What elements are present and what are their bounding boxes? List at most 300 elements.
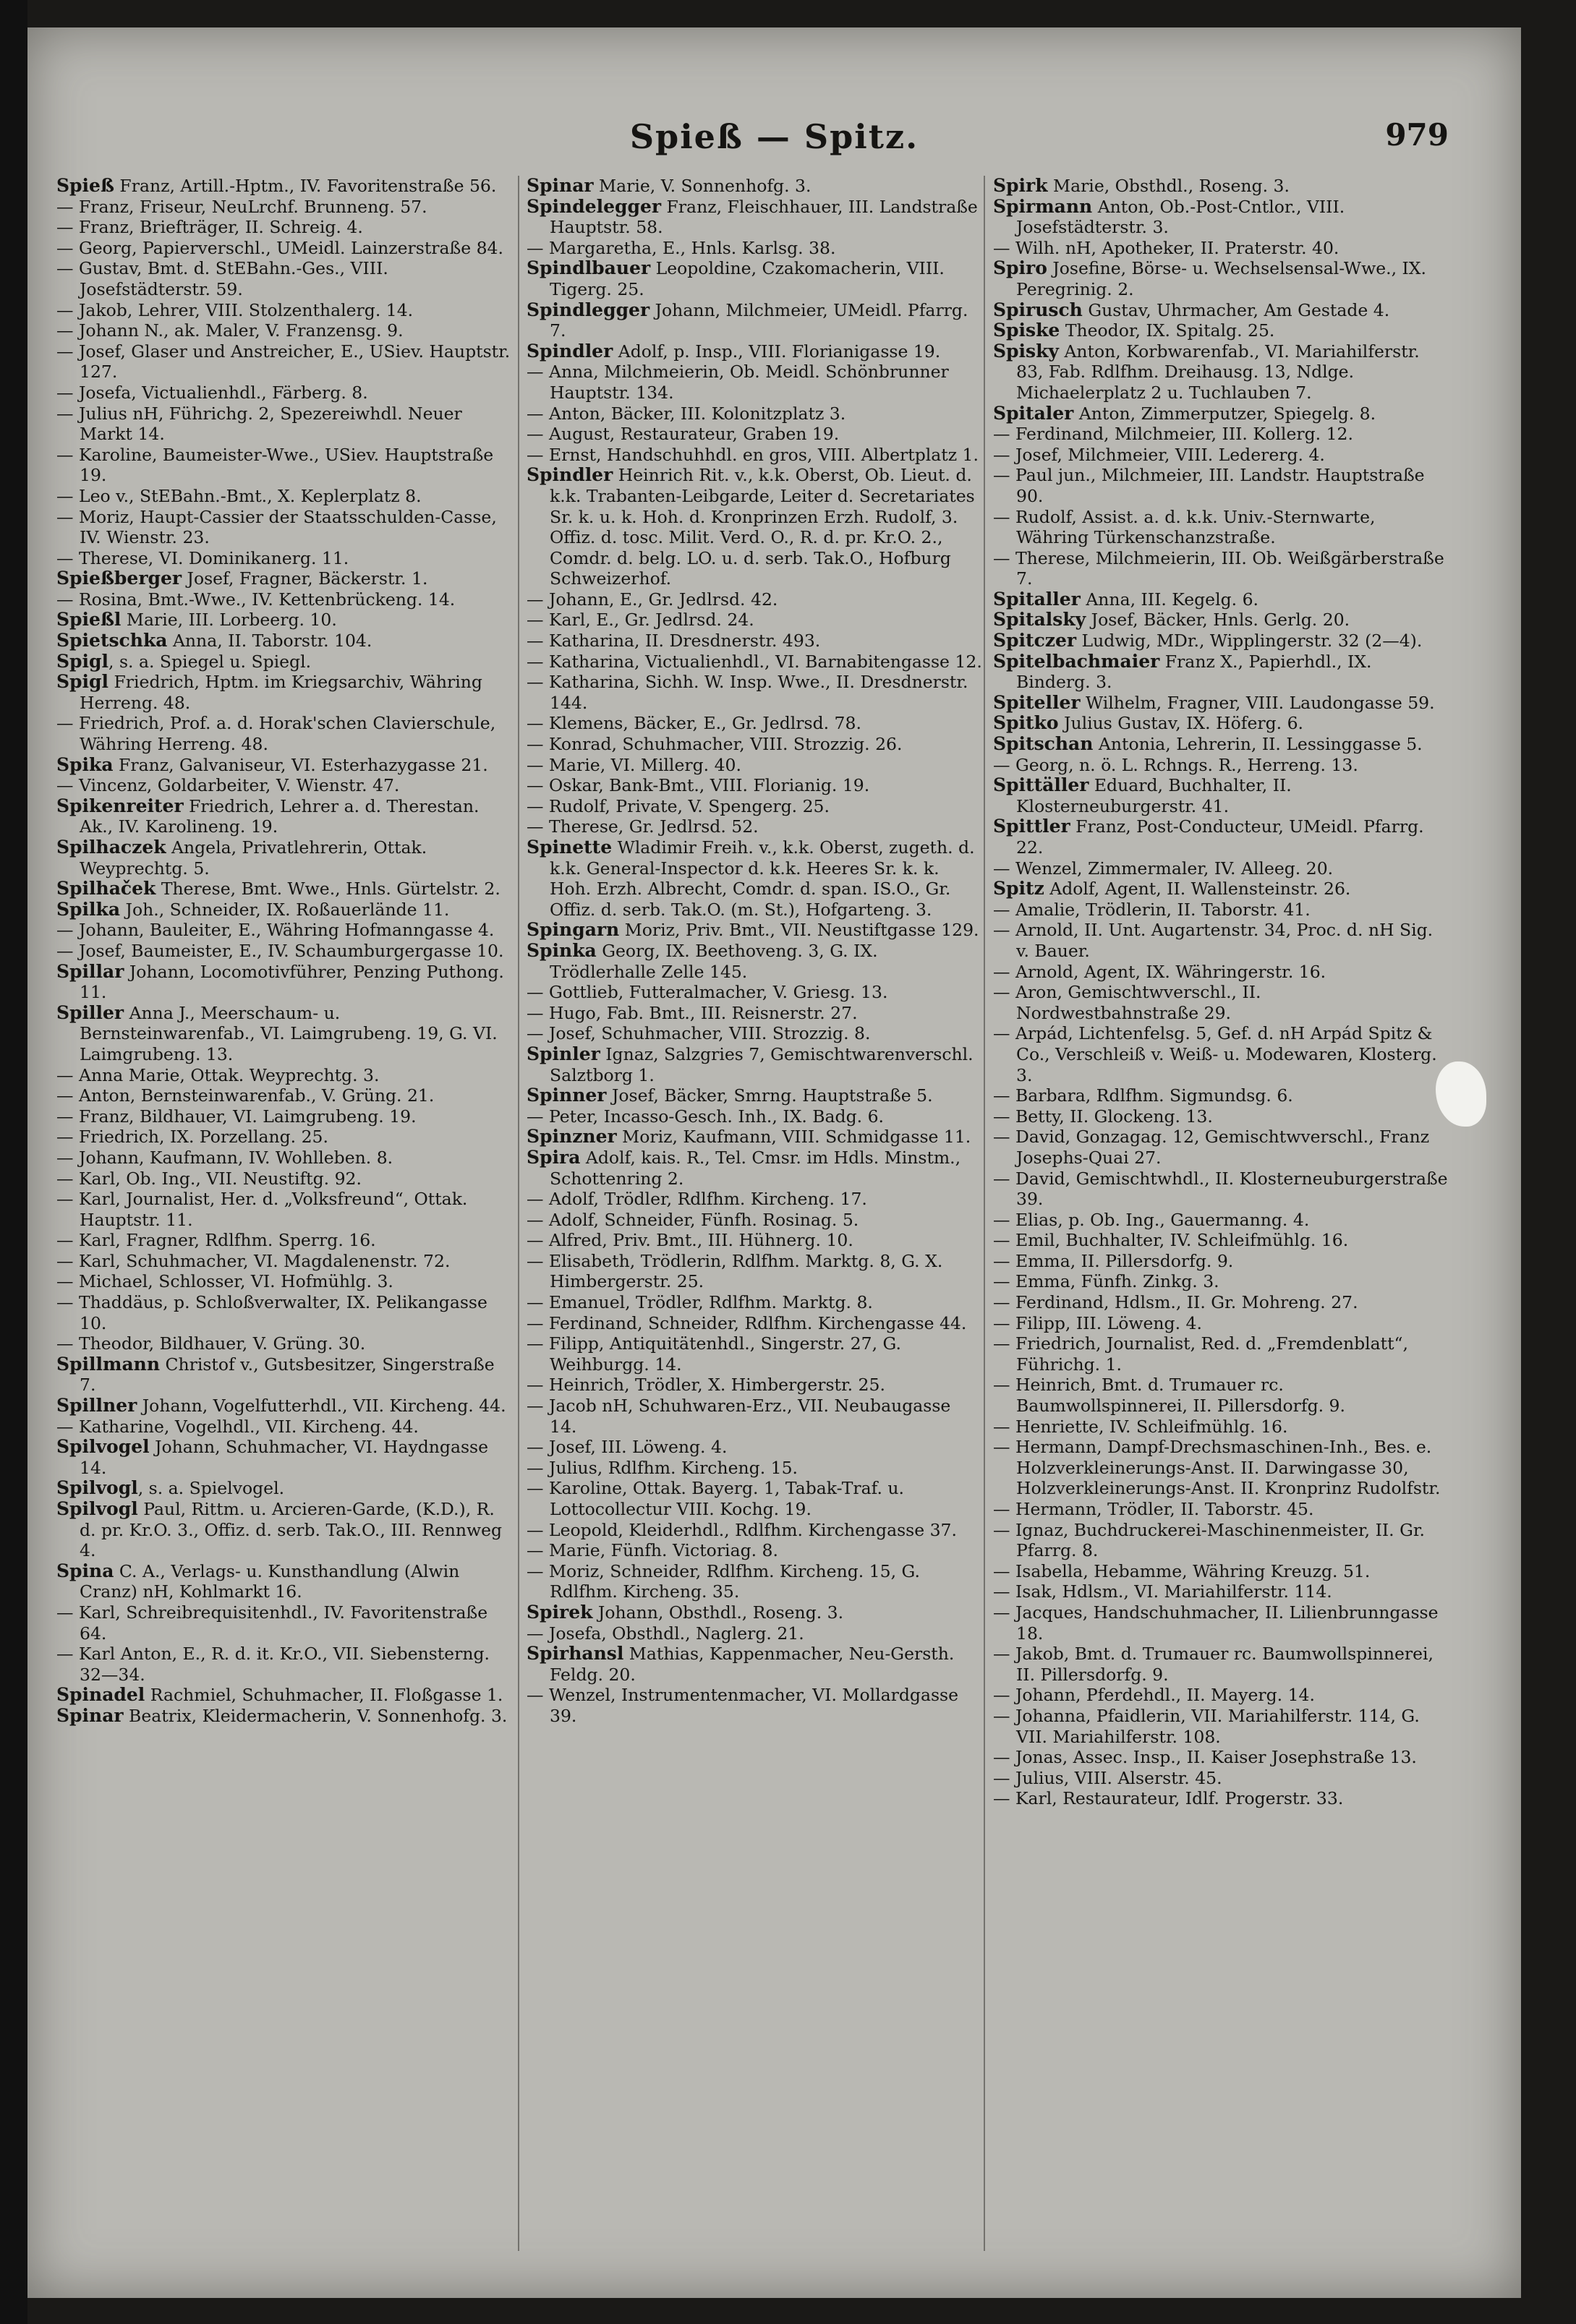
entry-details: Christof v., Gutsbesitzer, Singerstraße 7. bbox=[80, 1354, 495, 1396]
entry-surname: Spitz bbox=[993, 879, 1044, 900]
directory-entry bbox=[993, 403, 1449, 424]
entry-details: — Franz, Briefträger, II. Schreig. 4. bbox=[56, 217, 363, 238]
entry-details: — Filipp, Antiquitätenhdl., Singerstr. 27, G. Weihburgg. 14. bbox=[527, 1333, 901, 1375]
directory-entry bbox=[993, 176, 1449, 197]
directory-entry bbox=[56, 320, 512, 341]
entry-details: Angela, Privatlehrerin, Ottak. Weyprechtg. 5. bbox=[80, 837, 427, 879]
entry-details: Marie, Obsthdl., Roseng. 3. bbox=[1047, 176, 1290, 196]
entry-surname: Spindlbauer bbox=[527, 258, 651, 279]
directory-entry bbox=[527, 652, 982, 672]
directory-entry bbox=[993, 610, 1449, 631]
directory-entry bbox=[993, 300, 1449, 321]
entry-details: Beatrix, Kleidermacherin, V. Sonnenhofg. 3. bbox=[123, 1705, 508, 1726]
entry-details: Ignaz, Salzgries 7, Gemischtwarenverschl. Salztborg 1. bbox=[550, 1043, 974, 1085]
entry-details: — Rosina, Bmt.-Wwe., IV. Kettenbrückeng. 14. bbox=[56, 589, 456, 610]
directory-entry bbox=[993, 1581, 1449, 1602]
directory-entry bbox=[527, 1044, 982, 1085]
entry-details: — Katharina, II. Dresdnerstr. 493. bbox=[527, 631, 821, 652]
directory-entry bbox=[527, 816, 982, 837]
entry-details: — Josef, Baumeister, E., IV. Schaumburgergasse 10. bbox=[56, 940, 504, 961]
entry-details: — David, Gemischtwhdl., II. Klosterneuburgerstraße 39. bbox=[993, 1168, 1448, 1210]
entry-details: — Heinrich, Bmt. d. Trumauer rc. Baumwollspinnerei, II. Pillersdorfg. 9. bbox=[993, 1375, 1345, 1417]
directory-entry bbox=[993, 1602, 1449, 1644]
directory-entry bbox=[527, 713, 982, 734]
directory-entry bbox=[993, 652, 1449, 693]
directory-entry bbox=[527, 300, 982, 341]
directory-entry bbox=[993, 1417, 1449, 1437]
entry-details: — Josef, Schuhmacher, VIII. Strozzig. 8. bbox=[527, 1023, 871, 1044]
entry-details: — Konrad, Schuhmacher, VIII. Strozzig. 26. bbox=[527, 734, 903, 755]
directory-entry bbox=[993, 1520, 1449, 1561]
directory-entry bbox=[993, 920, 1449, 961]
directory-entry bbox=[993, 258, 1449, 299]
directory-entry bbox=[56, 1230, 512, 1251]
entry-details: Adolf, p. Insp., VIII. Florianigasse 19. bbox=[613, 341, 941, 362]
directory-entry bbox=[993, 816, 1449, 858]
entry-details: — Moriz, Haupt-Cassier der Staatsschulden-Casse, IV. Wienstr. 23. bbox=[56, 506, 497, 548]
directory-entry bbox=[56, 1602, 512, 1644]
entry-details: — Arpád, Lichtenfelsg. 5, Gef. d. nH Arpád Spitz & Co., Verschleiß v. Weiß- u. Modewaren, Klosterg. 3. bbox=[993, 1023, 1437, 1085]
entry-surname: Spietschka bbox=[56, 631, 168, 652]
entry-details: — Anton, Bäcker, III. Kolonitzplatz 3. bbox=[527, 403, 846, 424]
entry-details: Johann, Obsthdl., Roseng. 3. bbox=[592, 1602, 844, 1623]
entry-details: Josef, Bäcker, Hnls. Gerlg. 20. bbox=[1086, 610, 1350, 631]
directory-entry bbox=[993, 1333, 1449, 1375]
entry-surname: Spinka bbox=[527, 940, 597, 961]
directory-entry bbox=[56, 1003, 512, 1065]
entry-surname: Spiro bbox=[993, 258, 1047, 279]
entry-details: — Anna, Milchmeierin, Ob. Meidl. Schönbrunner Hauptstr. 134. bbox=[527, 362, 949, 403]
scan-dark-edge bbox=[0, 0, 27, 2324]
entry-details: — Josef, Glaser und Anstreicher, E., USiev. Hauptstr. 127. bbox=[56, 341, 511, 383]
entry-details: — Gottlieb, Futteralmacher, V. Griesg. 13. bbox=[527, 982, 888, 1003]
directory-entry bbox=[527, 403, 982, 424]
directory-entry bbox=[56, 652, 512, 672]
entry-surname: Spirek bbox=[527, 1602, 593, 1623]
entry-details: Adolf, kais. R., Tel. Cmsr. im Hdls. Minstm., Schottenring 2. bbox=[550, 1147, 961, 1189]
directory-entry bbox=[56, 1333, 512, 1354]
entry-details: — Karl, Fragner, Rdlfhm. Sperrg. 16. bbox=[56, 1230, 376, 1251]
directory-entry bbox=[993, 197, 1449, 238]
entry-details: — Jakob, Lehrer, VIII. Stolzenthalerg. 14. bbox=[56, 299, 414, 320]
entry-details: — Hugo, Fab. Bmt., III. Reisnerstr. 27. bbox=[527, 1002, 858, 1023]
entry-details: — Jacob nH, Schuhwaren-Erz., VII. Neubaugasse 14. bbox=[527, 1396, 951, 1437]
entry-details: — Hermann, Trödler, II. Taborstr. 45. bbox=[993, 1499, 1314, 1519]
directory-entry bbox=[993, 631, 1449, 652]
entry-details: — Ferdinand, Hdlsm., II. Gr. Mohreng. 27. bbox=[993, 1292, 1358, 1313]
entry-surname: Spillmann bbox=[56, 1354, 161, 1375]
directory-entry bbox=[56, 941, 512, 962]
directory-entry bbox=[993, 341, 1449, 403]
directory-entry bbox=[993, 1251, 1449, 1272]
directory-entry bbox=[56, 900, 512, 920]
directory-entry bbox=[993, 1644, 1449, 1685]
entry-details: — Ernst, Handschuhhdl. en gros, VIII. Albertplatz 1. bbox=[527, 444, 979, 465]
entry-details: — Friedrich, Journalist, Red. d. „Fremdenblatt“, Führichg. 1. bbox=[993, 1333, 1409, 1375]
entry-details: Moriz, Kaufmann, VIII. Schmidgasse 11. bbox=[616, 1127, 971, 1148]
entry-details: — Josefa, Victualienhdl., Färberg. 8. bbox=[56, 382, 368, 403]
entry-details: Johann, Schuhmacher, VI. Haydngasse 14. bbox=[80, 1437, 489, 1478]
entry-details: Ludwig, MDr., Wipplingerstr. 32 (2—4). bbox=[1076, 631, 1423, 652]
entry-details: Friedrich, Lehrer a. d. Therestan. Ak., IV. Karolineng. 19. bbox=[80, 795, 480, 837]
directory-entry bbox=[56, 300, 512, 321]
entry-surname: Spießl bbox=[56, 610, 122, 631]
entry-surname: Spitko bbox=[993, 713, 1059, 734]
entry-details: — Karl, Schuhmacher, VI. Magdalenenstr. 72. bbox=[56, 1250, 451, 1271]
entry-details: — Alfred, Priv. Bmt., III. Hühnerg. 10. bbox=[527, 1230, 853, 1251]
directory-entry bbox=[527, 796, 982, 817]
entry-details: — Leo v., StEBahn.-Bmt., X. Keplerplatz 8. bbox=[56, 485, 422, 506]
directory-entry bbox=[527, 1023, 982, 1044]
entry-surname: Spindlegger bbox=[527, 299, 650, 320]
directory-entry bbox=[527, 1520, 982, 1541]
entry-details: Franz, Galvaniseur, VI. Esterhazygasse 21. bbox=[113, 754, 488, 775]
directory-entry bbox=[56, 1499, 512, 1561]
entry-surname: Spillar bbox=[56, 961, 124, 982]
entry-details: — Katharina, Sichh. W. Insp. Wwe., II. Dresdnerstr. 144. bbox=[527, 672, 968, 713]
entry-details: — Peter, Incasso-Gesch. Inh., IX. Badg. 6. bbox=[527, 1106, 884, 1127]
entry-surname: Spinzner bbox=[527, 1127, 617, 1148]
entry-details: — David, Gonzagag. 12, Gemischtwverschl., Franz Josephs-Quai 27. bbox=[993, 1127, 1430, 1168]
directory-entry bbox=[56, 383, 512, 403]
entry-details: Anna, II. Taborstr. 104. bbox=[167, 631, 372, 652]
directory-entry bbox=[56, 1148, 512, 1169]
entry-surname: Spießberger bbox=[56, 568, 182, 589]
directory-entry bbox=[527, 1561, 982, 1602]
entry-details: — Ferdinand, Schneider, Rdlfhm. Kirchengasse 44. bbox=[527, 1312, 967, 1333]
directory-entry bbox=[993, 1230, 1449, 1251]
entry-details: Josef, Bäcker, Smrng. Hauptstraße 5. bbox=[606, 1085, 933, 1106]
directory-entry bbox=[56, 548, 512, 569]
entry-details: Adolf, Agent, II. Wallensteinstr. 26. bbox=[1044, 879, 1351, 900]
directory-entry bbox=[993, 1023, 1449, 1085]
directory-entry bbox=[993, 713, 1449, 734]
directory-entry bbox=[993, 465, 1449, 506]
entry-details: Georg, IX. Beethoveng. 3, G. IX. Trödlerhalle Zelle 145. bbox=[550, 940, 878, 982]
entry-details: — Oskar, Bank-Bmt., VIII. Florianig. 19. bbox=[527, 775, 870, 796]
entry-details: — Johann, Bauleiter, E., Währing Hofmanngasse 4. bbox=[56, 920, 495, 941]
entry-details: Heinrich Rit. v., k.k. Oberst, Ob. Lieut. d. k.k. Trabanten-Leibgarde, Leiter d. Secretariates Sr. k. u. k. Hoh. d. Kronprinzen Erzh. Rudolf, 3. Offiz. d. tosc. Milit. Verd. O., R. d. pr. Kr.O. 2., Comdr. d. belg. LO. u. d. serb. Tak.O., Hofburg Schweizerhof. bbox=[550, 465, 975, 589]
directory-entry bbox=[993, 1561, 1449, 1582]
directory-entry bbox=[56, 176, 512, 197]
directory-entry bbox=[993, 507, 1449, 548]
entry-details: — Franz, Bildhauer, VI. Laimgrubeng. 19. bbox=[56, 1106, 417, 1127]
directory-entry bbox=[993, 1127, 1449, 1168]
directory-entry bbox=[527, 1540, 982, 1561]
entry-surname: Spilvogel bbox=[56, 1437, 150, 1458]
entry-surname: Spitelbachmaier bbox=[993, 651, 1160, 672]
entry-details: — Julius, Rdlfhm. Kircheng. 15. bbox=[527, 1457, 798, 1478]
entry-details: Therese, Bmt. Wwe., Hnls. Gürtelstr. 2. bbox=[156, 879, 501, 900]
directory-entry bbox=[527, 941, 982, 982]
entry-surname: Spitalsky bbox=[993, 610, 1086, 631]
directory-entry bbox=[527, 424, 982, 445]
directory-entry bbox=[56, 1065, 512, 1086]
entry-details: Leopoldine, Czakomacherin, VIII. Tigerg. 25. bbox=[550, 258, 945, 299]
entry-details: — Marie, VI. Millerg. 40. bbox=[527, 754, 741, 775]
entry-details: , s. a. Spiegel u. Spiegl. bbox=[108, 651, 312, 672]
entry-details: — Thaddäus, p. Schloßverwalter, IX. Pelikangasse 10. bbox=[56, 1292, 487, 1333]
entry-details: Johann, Vogelfutterhdl., VII. Kircheng. 44. bbox=[137, 1396, 506, 1417]
entry-details: — Emma, Fünfh. Zinkg. 3. bbox=[993, 1271, 1219, 1292]
entry-details: — Josefa, Obsthdl., Naglerg. 21. bbox=[527, 1623, 804, 1644]
entry-details: — Therese, VI. Dominikanerg. 11. bbox=[56, 547, 349, 568]
entry-details: — Karoline, Ottak. Bayerg. 1, Tabak-Traf. u. Lottocollectur VIII. Kochg. 19. bbox=[527, 1478, 905, 1519]
directory-entry bbox=[527, 1458, 982, 1479]
entry-details: Anton, Korbwarenfab., VI. Mariahilferstr. 83, Fab. Rdlfhm. Dreihausg. 13, Ndlge. Michaelerplatz 2 u. Tuchlauben 7. bbox=[1016, 341, 1420, 403]
entry-details: Anna J., Meerschaum- u. Bernsteinwarenfab., VI. Laimgrubeng. 19, G. VI. Laimgrubeng. 13. bbox=[80, 1002, 498, 1064]
entry-details: — Friedrich, IX. Porzellang. 25. bbox=[56, 1127, 328, 1148]
directory-entry bbox=[527, 176, 982, 197]
directory-entry bbox=[56, 879, 512, 900]
entry-surname: Spinadel bbox=[56, 1685, 145, 1706]
entry-surname: Spilvogl bbox=[56, 1499, 138, 1519]
entry-surname: Spillner bbox=[56, 1396, 137, 1417]
entry-surname: Spina bbox=[56, 1560, 114, 1581]
entry-details: — Adolf, Schneider, Fünfh. Rosinag. 5. bbox=[527, 1209, 859, 1230]
directory-page bbox=[27, 27, 1521, 2298]
entry-surname: Spinler bbox=[527, 1043, 600, 1064]
directory-entry bbox=[527, 1602, 982, 1623]
directory-entry bbox=[993, 1768, 1449, 1789]
column-divider bbox=[984, 176, 985, 2251]
entry-details: — Johann, E., Gr. Jedlrsd. 42. bbox=[527, 589, 778, 610]
entry-details: — Georg, Papierverschl., UMeidl. Lainzerstraße 84. bbox=[56, 237, 503, 258]
directory-entry bbox=[527, 238, 982, 259]
entry-details: — Katharina, Victualienhdl., VI. Barnabitengasse 12. bbox=[527, 651, 982, 672]
directory-entry bbox=[527, 1375, 982, 1396]
entry-details: — Emanuel, Trödler, Rdlfhm. Marktg. 8. bbox=[527, 1292, 873, 1313]
entry-details: — Jakob, Bmt. d. Trumauer rc. Baumwollspinnerei, II. Pillersdorfg. 9. bbox=[993, 1644, 1434, 1685]
directory-entry bbox=[993, 1685, 1449, 1706]
directory-entry bbox=[527, 1313, 982, 1334]
directory-entry bbox=[56, 1189, 512, 1230]
entry-details: Josefine, Börse- u. Wechselsensal-Wwe., IX. Peregrinig. 2. bbox=[1016, 258, 1426, 299]
directory-entry bbox=[527, 1085, 982, 1106]
directory-entry bbox=[527, 755, 982, 776]
entry-surname: Spinette bbox=[527, 837, 613, 858]
directory-entry bbox=[56, 962, 512, 1003]
entry-surname: Spitschan bbox=[993, 734, 1094, 755]
entry-details: — Arnold, II. Unt. Augartenstr. 34, Proc. d. nH Sig. v. Bauer. bbox=[993, 920, 1434, 961]
directory-entry bbox=[527, 362, 982, 403]
column-3 bbox=[993, 176, 1449, 2258]
entry-details: — Georg, n. ö. L. Rchngs. R., Herreng. 13. bbox=[993, 754, 1358, 775]
entry-details: — Josef, Milchmeier, VIII. Ledererg. 4. bbox=[993, 444, 1325, 465]
entry-surname: Spisky bbox=[993, 341, 1059, 362]
entry-surname: Spieß bbox=[56, 176, 114, 196]
entry-details: Friedrich, Hptm. im Kriegsarchiv, Währing Herreng. 48. bbox=[80, 672, 482, 713]
directory-entry bbox=[56, 672, 512, 713]
entry-details: — Emil, Buchhalter, IV. Schleifmühlg. 16. bbox=[993, 1230, 1349, 1251]
entry-details: — Friedrich, Prof. a. d. Horak'schen Clavierschule, Währing Herreng. 48. bbox=[56, 713, 496, 755]
entry-details: — Vincenz, Goldarbeiter, V. Wienstr. 47. bbox=[56, 775, 400, 796]
entry-details: C. A., Verlags- u. Kunsthandlung (Alwin Cranz) nH, Kohlmarkt 16. bbox=[80, 1560, 460, 1602]
entry-details: Franz, Artill.-Hptm., IV. Favoritenstraße 56. bbox=[114, 176, 497, 196]
directory-entry bbox=[56, 1085, 512, 1106]
directory-entry bbox=[527, 837, 982, 920]
directory-entry bbox=[56, 775, 512, 796]
entry-details: — Julius, VIII. Alserstr. 45. bbox=[993, 1767, 1222, 1788]
entry-details: — August, Restaurateur, Graben 19. bbox=[527, 424, 840, 445]
entry-details: — Jonas, Assec. Insp., II. Kaiser Josephstraße 13. bbox=[993, 1747, 1417, 1768]
directory-entry bbox=[56, 1106, 512, 1127]
entry-details: — Johann, Kaufmann, IV. Wohlleben. 8. bbox=[56, 1147, 393, 1168]
directory-entry bbox=[527, 258, 982, 299]
directory-entry bbox=[993, 1106, 1449, 1127]
directory-entry bbox=[527, 920, 982, 941]
directory-entry bbox=[56, 445, 512, 486]
directory-entry bbox=[56, 507, 512, 548]
entry-details: Antonia, Lehrerin, II. Lessinggasse 5. bbox=[1093, 734, 1423, 755]
directory-entry bbox=[993, 1085, 1449, 1106]
entry-surname: Spigl bbox=[56, 651, 109, 672]
directory-entry bbox=[527, 1003, 982, 1024]
entry-surname: Spilhaček bbox=[56, 879, 156, 900]
directory-entry bbox=[993, 879, 1449, 900]
entry-surname: Spilka bbox=[56, 899, 121, 920]
entry-details: — Hermann, Dampf-Drechsmaschinen-Inh., Bes. e. Holzverkleinerungs-Anst. II. Darwingasse 30, Holzverkleinerungs-Anst. II. Kronprinz Rudolfstr. bbox=[993, 1437, 1441, 1499]
entry-surname: Spiller bbox=[56, 1002, 124, 1023]
entry-surname: Spindler bbox=[527, 341, 613, 362]
entry-details: — Therese, Milchmeierin, III. Ob. Weißgärberstraße 7. bbox=[993, 547, 1444, 589]
page-header bbox=[27, 97, 1521, 184]
entry-details: Eduard, Buchhalter, II. Klosterneuburgerstr. 41. bbox=[1016, 775, 1292, 816]
directory-entry bbox=[56, 1685, 512, 1706]
entry-details: — Wenzel, Instrumentenmacher, VI. Mollardgasse 39. bbox=[527, 1685, 958, 1726]
directory-entry bbox=[993, 858, 1449, 879]
directory-entry bbox=[527, 982, 982, 1003]
entry-surname: Spilvogl bbox=[56, 1478, 138, 1499]
directory-entry bbox=[527, 1292, 982, 1313]
entry-details: — Emma, II. Pillersdorfg. 9. bbox=[993, 1250, 1234, 1271]
directory-entry bbox=[527, 610, 982, 631]
running-head: Spieß — Spitz. bbox=[629, 117, 919, 156]
entry-surname: Spilhaczek bbox=[56, 837, 166, 858]
directory-entry bbox=[993, 548, 1449, 589]
entry-details: Theodor, IX. Spitalg. 25. bbox=[1060, 320, 1275, 341]
entry-details: — Josef, III. Löweng. 4. bbox=[527, 1437, 728, 1458]
entry-details: — Karl, Schreibrequisitenhdl., IV. Favoritenstraße 64. bbox=[56, 1602, 488, 1644]
entry-details: — Marie, Fünfh. Victoriag. 8. bbox=[527, 1540, 778, 1561]
entry-surname: Spinar bbox=[56, 1705, 124, 1726]
directory-entry bbox=[527, 465, 982, 589]
directory-entry bbox=[527, 1230, 982, 1251]
entry-details: — Karl, E., Gr. Jedlrsd. 24. bbox=[527, 610, 754, 631]
entry-details: — Elisabeth, Trödlerin, Rdlfhm. Marktg. 8, G. X. Himbergerstr. 25. bbox=[527, 1250, 943, 1292]
directory-entry bbox=[56, 631, 512, 652]
entry-surname: Spittler bbox=[993, 816, 1070, 837]
directory-entry bbox=[993, 775, 1449, 816]
directory-entry bbox=[56, 1417, 512, 1437]
entry-details: — Heinrich, Trödler, X. Himbergerstr. 25. bbox=[527, 1375, 885, 1396]
entry-surname: Spindelegger bbox=[527, 196, 662, 217]
directory-entry bbox=[56, 837, 512, 879]
directory-entry bbox=[56, 1251, 512, 1272]
column-divider bbox=[518, 176, 519, 2251]
directory-entry bbox=[56, 920, 512, 941]
entry-details: Gustav, Uhrmacher, Am Gestade 4. bbox=[1082, 299, 1390, 320]
entry-details: Franz, Fleischhauer, III. Landstraße Hauptstr. 58. bbox=[550, 196, 978, 238]
entry-details: — Gustav, Bmt. d. StEBahn.-Ges., VIII. Josefstädterstr. 59. bbox=[56, 258, 388, 299]
directory-entry bbox=[993, 1313, 1449, 1334]
entry-details: — Anton, Bernsteinwarenfab., V. Grüng. 21. bbox=[56, 1085, 435, 1106]
entry-details: — Michael, Schlosser, VI. Hofmühlg. 3. bbox=[56, 1271, 393, 1292]
directory-entry bbox=[56, 1354, 512, 1396]
directory-entry bbox=[527, 1437, 982, 1458]
entry-surname: Spirusch bbox=[993, 299, 1083, 320]
entry-details: — Isabella, Hebamme, Währing Kreuzg. 51. bbox=[993, 1560, 1371, 1581]
entry-details: Franz X., Papierhdl., IX. Binderg. 3. bbox=[1016, 651, 1372, 693]
directory-entry bbox=[527, 775, 982, 796]
directory-entry bbox=[993, 445, 1449, 466]
entry-details: — Aron, Gemischtwverschl., II. Nordwestbahnstraße 29. bbox=[993, 982, 1261, 1023]
directory-entry bbox=[56, 1644, 512, 1685]
directory-entry bbox=[56, 1561, 512, 1602]
directory-entry bbox=[527, 1623, 982, 1644]
entry-details: — Adolf, Trödler, Rdlfhm. Kircheng. 17. bbox=[527, 1189, 867, 1210]
entry-surname: Spira bbox=[527, 1147, 581, 1168]
entry-surname: Spigl bbox=[56, 672, 109, 693]
entry-details: — Leopold, Kleiderhdl., Rdlfhm. Kirchengasse 37. bbox=[527, 1519, 957, 1540]
entry-details: — Franz, Friseur, NeuLrchf. Brunneng. 57. bbox=[56, 196, 427, 217]
directory-entry bbox=[527, 1189, 982, 1210]
directory-entry bbox=[993, 900, 1449, 920]
directory-entry bbox=[527, 1396, 982, 1437]
directory-entry bbox=[527, 631, 982, 652]
directory-entry bbox=[56, 1292, 512, 1333]
entry-details: — Theodor, Bildhauer, V. Grüng. 30. bbox=[56, 1333, 366, 1354]
entry-surname: Spitczer bbox=[993, 631, 1077, 652]
directory-entry bbox=[993, 1292, 1449, 1313]
entry-details: — Arnold, Agent, IX. Währingerstr. 16. bbox=[993, 961, 1326, 982]
directory-entry bbox=[527, 1251, 982, 1292]
entry-details: — Amalie, Trödlerin, II. Taborstr. 41. bbox=[993, 899, 1311, 920]
directory-entry bbox=[993, 982, 1449, 1023]
directory-entry bbox=[527, 445, 982, 466]
directory-entry bbox=[527, 734, 982, 755]
entry-details: — Filipp, III. Löweng. 4. bbox=[993, 1312, 1202, 1333]
entry-details: Julius Gustav, IX. Höferg. 6. bbox=[1058, 713, 1303, 734]
entry-details: — Johanna, Pfaidlerin, VII. Mariahilferstr. 114, G. VII. Mariahilferstr. 108. bbox=[993, 1705, 1420, 1747]
entry-details: Johann, Milchmeier, UMeidl. Pfarrg. 7. bbox=[550, 299, 968, 341]
directory-entry bbox=[56, 568, 512, 589]
entry-surname: Spiske bbox=[993, 320, 1060, 341]
directory-entry bbox=[993, 1788, 1449, 1809]
entry-details: Wilhelm, Fragner, VIII. Laudongasse 59. bbox=[1080, 692, 1435, 713]
entry-surname: Spirhansl bbox=[527, 1644, 624, 1665]
entry-details: — Julius nH, Führichg. 2, Spezereiwhdl. Neuer Markt 14. bbox=[56, 403, 462, 445]
directory-entry bbox=[527, 1148, 982, 1189]
directory-entry bbox=[56, 217, 512, 238]
directory-entry bbox=[993, 1747, 1449, 1768]
entry-details: Josef, Fragner, Bäckerstr. 1. bbox=[182, 568, 428, 589]
directory-entry bbox=[527, 1333, 982, 1375]
entry-details: Mathias, Kappenmacher, Neu-Gersth. Feldg. 20. bbox=[550, 1644, 955, 1685]
directory-entry bbox=[56, 1127, 512, 1148]
entry-details: — Rudolf, Assist. a. d. k.k. Univ.-Sternwarte, Währing Türkenschanzstraße. bbox=[993, 506, 1376, 548]
entry-details: Moriz, Priv. Bmt., VII. Neustiftgasse 129. bbox=[619, 920, 979, 941]
entry-details: , s. a. Spielvogel. bbox=[137, 1478, 285, 1499]
entry-surname: Spingarn bbox=[527, 920, 620, 941]
directory-entry bbox=[993, 1271, 1449, 1292]
entry-surname: Spikenreiter bbox=[56, 795, 184, 816]
directory-entry bbox=[56, 238, 512, 259]
entry-surname: Spittäller bbox=[993, 775, 1089, 796]
entry-details: — Margaretha, E., Hnls. Karlsg. 38. bbox=[527, 237, 836, 258]
directory-entry bbox=[993, 1169, 1449, 1210]
entry-details: — Johann, Pferdehdl., II. Mayerg. 14. bbox=[993, 1685, 1315, 1706]
